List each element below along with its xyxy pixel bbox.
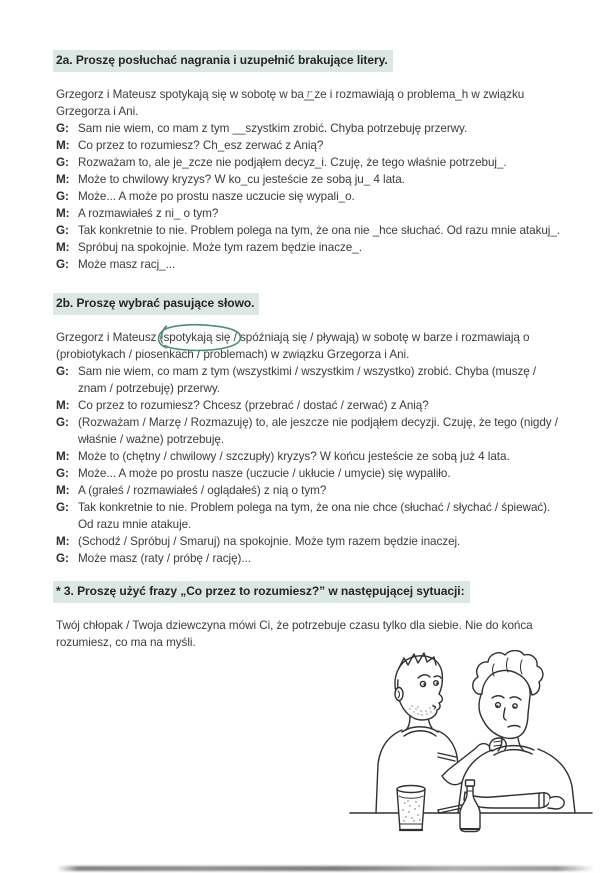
- dialogue-text: Tak konkretnie to nie. Problem polega na tym, że ona nie _hce słuchać. Od razu mnie atakuj_.: [78, 224, 561, 237]
- section-3-header: * 3. Proszę użyć frazy „Co przez to rozumiesz?” w następującej sytuacji:: [53, 581, 470, 603]
- dialogue-text: Rozważam to, ale je_zcze nie podjąłem decyz_i. Czuję, że tego właśnie potrzebuj_.: [78, 156, 507, 169]
- speaker-label: G:: [56, 416, 69, 429]
- dialogue-line: [56, 137, 562, 154]
- section-2b: [56, 293, 562, 567]
- dialogue-line: [56, 171, 562, 188]
- intro-text-after: ze i rozmawiają o problema_h w związku Grzegorza i Ani.: [56, 88, 525, 118]
- section-2a-intro: [56, 86, 562, 120]
- dialogue-line: [56, 188, 562, 205]
- intro-text-before: Grzegorz i Mateusz (: [56, 331, 164, 344]
- section-3: [56, 581, 562, 651]
- dialogue-text: Sam nie wiem, co mam z tym (wszystkimi / wszystkim / wszystko) zrobić. Chyba (muszę / znam / potrzebuję) przerwy.: [78, 365, 537, 395]
- dialogue-line: [56, 397, 562, 414]
- speaker-label: M:: [56, 241, 70, 254]
- speaker-label: M:: [56, 450, 70, 463]
- speaker-label: M:: [56, 173, 70, 186]
- dialogue-text: Co przez to rozumiesz? Chcesz (przebrać / dostać / zerwać) z Anią?: [78, 399, 429, 412]
- circled-answer: [163, 329, 230, 346]
- dialogue-line: [56, 465, 562, 482]
- dialogue-text: Może to (chętny / chwilowy / szczupły) kryzys? W końcu jesteście ze sobą już 4 lata.: [78, 450, 510, 463]
- dialogue-text: Może masz racj_...: [78, 258, 176, 271]
- dialogue-text: Może masz (raty / próbę / rację)...: [78, 552, 251, 565]
- speaker-label: G:: [56, 501, 69, 514]
- dialogue-text: Może... A może po prostu nasze uczucie się wypali_o.: [78, 190, 355, 203]
- dialogue-line: [56, 154, 562, 171]
- speaker-label: G:: [56, 190, 69, 203]
- dialogue-line: [56, 448, 562, 465]
- page-bottom-edge-shadow: [57, 866, 595, 871]
- handwritten-answer: r: [304, 89, 315, 101]
- page-content: [56, 50, 562, 651]
- section-2b-header: 2b. Proszę wybrać pasujące słowo.: [53, 293, 259, 315]
- two-men-line-drawing: [342, 650, 594, 856]
- right-man: [458, 651, 575, 814]
- dialogue-line: [56, 499, 562, 533]
- speaker-label: G:: [56, 467, 69, 480]
- dialogue-text: A rozmawiałeś z ni_ o tym?: [78, 207, 219, 220]
- illustration-two-men-at-bar: [342, 650, 594, 856]
- section-3-body: Twój chłopak / Twoja dziewczyna mówi Ci, że potrzebuje czasu tylko dla siebie. Nie do końca rozumiesz, co ma na myśli.: [56, 619, 533, 649]
- dialogue-line: [56, 533, 562, 550]
- beer-glass: [397, 786, 425, 831]
- dialogue-line: [56, 205, 562, 222]
- section-2a: [56, 50, 562, 273]
- speaker-label: G:: [56, 156, 69, 169]
- dialogue-text: Sam nie wiem, co mam z tym __szystkim zrobić. Chyba potrzebuję przerwy.: [78, 122, 468, 135]
- speaker-label: G:: [56, 122, 69, 135]
- intro-text-after: / spóźniają się / pływają) w sobotę w barze i rozmawiają o (probiotykach / piosenkach / problemach) w związku Grzegorza i Ani.: [56, 331, 530, 361]
- dialogue-line: [56, 363, 562, 397]
- speaker-label: M:: [56, 399, 70, 412]
- dialogue-line: [56, 256, 562, 273]
- speaker-label: G:: [56, 365, 69, 378]
- speaker-label: G:: [56, 552, 69, 565]
- dialogue-text: A (grałeś / rozmawiałeś / oglądałeś) z nią o tym?: [78, 484, 327, 497]
- dialogue-text: Może to chwilowy kryzys? W ko_cu jesteście ze sobą ju_ 4 lata.: [78, 173, 405, 186]
- dialogue-text: Co przez to rozumiesz? Ch_esz zerwać z Anią?: [78, 139, 324, 152]
- speaker-label: M:: [56, 484, 70, 497]
- dialogue-line: [56, 120, 562, 137]
- speaker-label: G:: [56, 258, 69, 271]
- dialogue-line: [56, 414, 562, 448]
- dialogue-line: [56, 482, 562, 499]
- section-2b-intro: [56, 329, 562, 363]
- intro-text-before: Grzegorz i Mateusz spotykają się w sobotę w ba: [56, 88, 304, 101]
- speaker-label: G:: [56, 224, 69, 237]
- speaker-label: M:: [56, 207, 70, 220]
- dialogue-line: [56, 222, 562, 239]
- dialogue-text: Spróbuj na spokojnie. Może tym razem będzie inacze_.: [78, 241, 362, 254]
- dialogue-text: Może... A może po prostu nasze (uczucie / ukłucie / umycie) się wypaliło.: [78, 467, 451, 480]
- dialogue-text: Tak konkretnie to nie. Problem polega na tym, że ona nie chce (słuchać / słychać / śpiewać). Od razu mnie atakuje.: [78, 501, 551, 531]
- dialogue-text: (Schodź / Spróbuj / Smaruj) na spokojnie. Może tym razem będzie inaczej.: [78, 535, 461, 548]
- speaker-label: M:: [56, 139, 70, 152]
- dialogue-line: [56, 550, 562, 567]
- section-2a-header: 2a. Proszę posłuchać nagrania i uzupełnić brakujące litery.: [53, 50, 393, 72]
- dialogue-line: [56, 239, 562, 256]
- dialogue-text: (Rozważam / Marzę / Rozmazuję) to, ale jeszcze nie podjąłem decyzji. Czuję, że tego (nigdy / właśnie / ważne) potrzebuję.: [78, 416, 558, 446]
- speaker-label: M:: [56, 535, 70, 548]
- circled-word: spotykają się: [163, 331, 231, 344]
